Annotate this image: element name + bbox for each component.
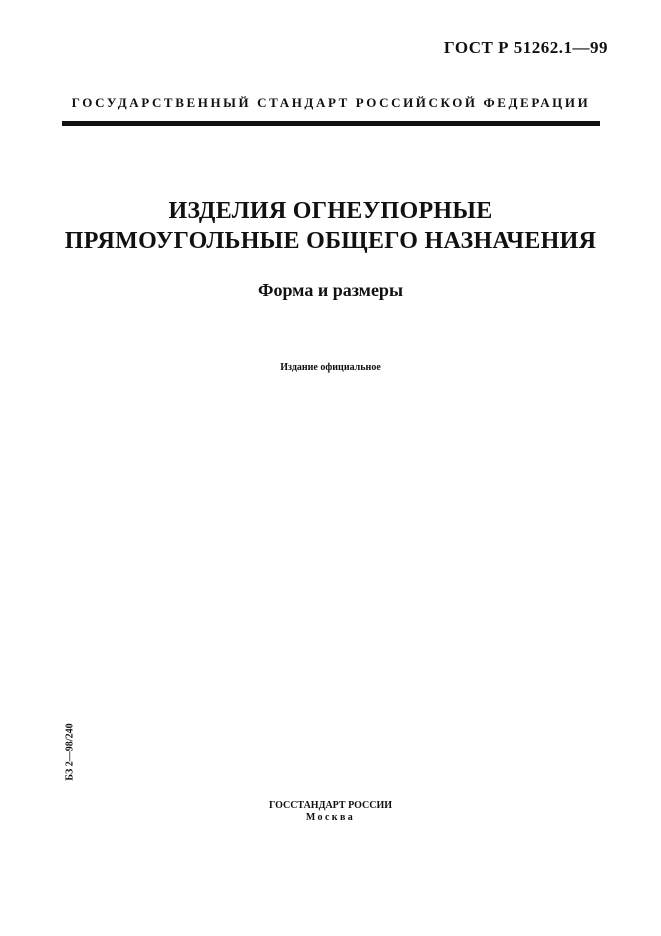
publisher-city: Москва bbox=[305, 812, 356, 823]
document-number: ГОСТ Р 51262.1—99 bbox=[443, 38, 608, 57]
title-line-1: ИЗДЕЛИЯ ОГНЕУПОРНЫЕ bbox=[168, 198, 493, 224]
document-subtitle: Форма и размеры bbox=[257, 280, 403, 300]
side-catalog-code bbox=[64, 720, 76, 784]
edition-note: Издание официальное bbox=[280, 362, 381, 373]
document-title bbox=[0, 196, 661, 256]
title-line-2: ПРЯМОУГОЛЬНЫЕ ОБЩЕГО НАЗНАЧЕНИЯ bbox=[64, 228, 597, 254]
publisher-name: ГОССТАНДАРТ РОССИИ bbox=[268, 800, 393, 811]
standard-header: ГОСУДАРСТВЕННЫЙ СТАНДАРТ РОССИЙСКОЙ ФЕДЕРАЦИИ bbox=[71, 95, 591, 110]
side-catalog-code-text: БЗ 2—98/240 bbox=[64, 723, 76, 781]
header-rule-divider bbox=[62, 121, 600, 126]
publisher-block bbox=[0, 800, 661, 824]
